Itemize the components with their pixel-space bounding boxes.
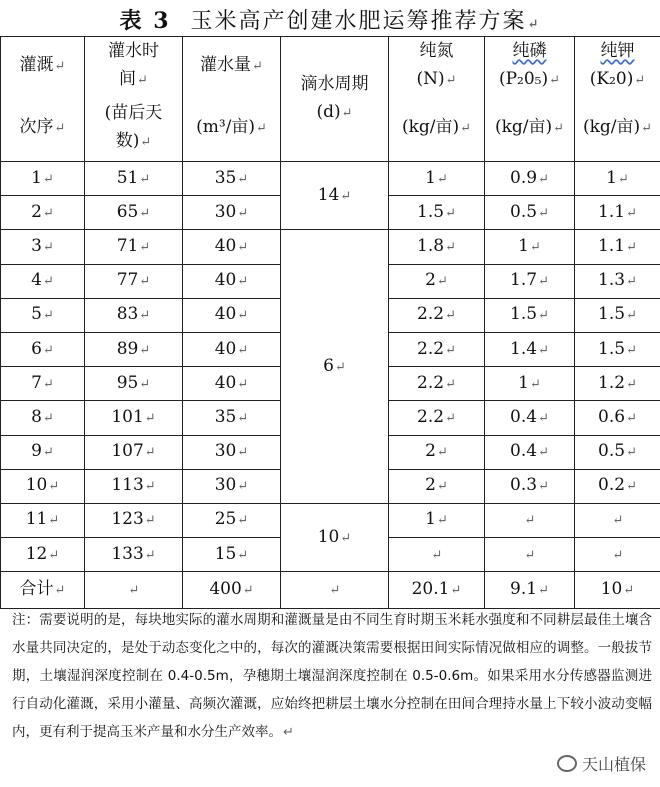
cell-day: 123↵ — [85, 503, 183, 537]
cell-k: ↵ — [575, 503, 660, 537]
cell-water: 35↵ — [183, 401, 281, 435]
watermark — [557, 752, 646, 775]
cell-k: ↵ — [575, 538, 660, 572]
header-k-unit: (kg/亩)↵ — [575, 95, 660, 162]
header-time-unit: (苗后天 数)↵ — [85, 95, 183, 162]
cell-water: 35↵ — [183, 162, 281, 196]
cell-n: 1.8↵ — [389, 230, 485, 264]
header-p-unit: (kg/亩)↵ — [485, 95, 575, 162]
footnote: 注：需要说明的是，每块地实际的灌水周期和灌溉量是由不同生育时期玉米耗水强度和不同耕层最佳土壤含水量共同决定的，是处于动态变化之中的，每次的灌溉决策需要根据田间实际情况做相应的调整。一般拔节期，土壤湿润深度控制在 0.4-0.5m，孕穗期土壤湿润深度控制在 0.5-0.6m。如果采用水分传感器监测进行自动化灌溉，采用小灌量、高频次灌溉，应始终把耕层土壤水分控制在田间合理持水量上下较小波动变幅内，更有利于提高玉米产量和水分生产效率。↵ — [12, 612, 652, 740]
cell-cycle: 14↵ — [281, 162, 389, 230]
cell-p: 0.9↵ — [485, 162, 575, 196]
cell-order: 8↵ — [1, 401, 85, 435]
cell-water: 30↵ — [183, 196, 281, 230]
cell-cycle: 6↵ — [281, 230, 389, 504]
return-mark: ↵ — [527, 17, 541, 32]
total-label: 合计↵ — [1, 572, 85, 609]
cell-day: 133↵ — [85, 538, 183, 572]
cell-day: 51↵ — [85, 162, 183, 196]
cell-k: 0.2↵ — [575, 469, 660, 503]
header-k: 纯钾 (K₂0)↵ — [575, 37, 660, 96]
cell-n: 1.5↵ — [389, 196, 485, 230]
header-order: 次序↵ — [1, 95, 85, 162]
header-amount: 灌水量↵ — [183, 37, 281, 96]
cell-n: 2.2↵ — [389, 367, 485, 401]
cell-k: 1↵ — [575, 162, 660, 196]
cell-order: 3↵ — [1, 230, 85, 264]
table-row — [1, 162, 660, 196]
total-n: 20.1↵ — [389, 572, 485, 609]
cell-order: 10↵ — [1, 469, 85, 503]
cell-p: 1.7↵ — [485, 264, 575, 298]
total-p: 9.1↵ — [485, 572, 575, 609]
cell-p: 1.4↵ — [485, 332, 575, 366]
header-time: 灌水时 间↵ — [85, 37, 183, 96]
cell-k: 1.2↵ — [575, 367, 660, 401]
cell-order: 11↵ — [1, 503, 85, 537]
header-p: 纯磷 (P₂0₅)↵ — [485, 37, 575, 96]
cell-n: 2.2↵ — [389, 298, 485, 332]
cell-order: 5↵ — [1, 298, 85, 332]
cell-order: 1↵ — [1, 162, 85, 196]
total-k: 10↵ — [575, 572, 660, 609]
cell-water: 25↵ — [183, 503, 281, 537]
cell-order: 12↵ — [1, 538, 85, 572]
cell-n: 1↵ — [389, 162, 485, 196]
watermark-text: 天山植保 — [581, 755, 646, 774]
cell-p: 1↵ — [485, 367, 575, 401]
cell-p: 1↵ — [485, 230, 575, 264]
cell-n: ↵ — [389, 538, 485, 572]
cell-water: 30↵ — [183, 435, 281, 469]
fertigation-table — [0, 36, 660, 609]
total-row — [1, 572, 660, 609]
header-cycle: 滴水周期 (d)↵ — [281, 37, 389, 162]
cell-water: 15↵ — [183, 538, 281, 572]
total-cycle: ↵ — [281, 572, 389, 609]
cell-order: 4↵ — [1, 264, 85, 298]
cell-day: 65↵ — [85, 196, 183, 230]
cell-p: 0.3↵ — [485, 469, 575, 503]
cell-water: 30↵ — [183, 469, 281, 503]
cell-day: 95↵ — [85, 367, 183, 401]
table-title-text: 玉米高产创建水肥运筹推荐方案 — [190, 9, 527, 34]
cell-p: ↵ — [485, 503, 575, 537]
cell-k: 1.5↵ — [575, 332, 660, 366]
header-irrigation: 灌溉↵ — [1, 37, 85, 96]
cell-water: 40↵ — [183, 298, 281, 332]
total-day: ↵ — [85, 572, 183, 609]
cell-day: 107↵ — [85, 435, 183, 469]
cell-p: 0.4↵ — [485, 435, 575, 469]
cell-k: 1.1↵ — [575, 230, 660, 264]
cell-p: 0.4↵ — [485, 401, 575, 435]
cell-water: 40↵ — [183, 264, 281, 298]
cell-order: 9↵ — [1, 435, 85, 469]
cell-k: 0.5↵ — [575, 435, 660, 469]
cell-day: 83↵ — [85, 298, 183, 332]
cell-k: 1.1↵ — [575, 196, 660, 230]
table-title — [0, 4, 660, 35]
cell-day: 113↵ — [85, 469, 183, 503]
header-n: 纯氮 (N)↵ — [389, 37, 485, 96]
cell-n: 2↵ — [389, 264, 485, 298]
cell-n: 2.2↵ — [389, 332, 485, 366]
cell-p: 1.5↵ — [485, 298, 575, 332]
cell-day: 71↵ — [85, 230, 183, 264]
header-n-unit: (kg/亩)↵ — [389, 95, 485, 162]
cell-order: 6↵ — [1, 332, 85, 366]
cell-p: 0.5↵ — [485, 196, 575, 230]
cell-water: 40↵ — [183, 332, 281, 366]
cell-cycle: 10↵ — [281, 503, 389, 571]
cell-order: 2↵ — [1, 196, 85, 230]
cell-order: 7↵ — [1, 367, 85, 401]
table-number: 表 3 — [119, 8, 171, 34]
cell-water: 40↵ — [183, 230, 281, 264]
cell-k: 0.6↵ — [575, 401, 660, 435]
cell-day: 77↵ — [85, 264, 183, 298]
cell-k: 1.5↵ — [575, 298, 660, 332]
cell-water: 40↵ — [183, 367, 281, 401]
cell-day: 101↵ — [85, 401, 183, 435]
header-amount-unit: (m³/亩)↵ — [183, 95, 281, 162]
wechat-icon — [557, 755, 577, 772]
table-row — [1, 503, 660, 537]
cell-n: 2↵ — [389, 435, 485, 469]
cell-day: 89↵ — [85, 332, 183, 366]
cell-n: 1↵ — [389, 503, 485, 537]
cell-n: 2.2↵ — [389, 401, 485, 435]
total-water: 400↵ — [183, 572, 281, 609]
cell-p: ↵ — [485, 538, 575, 572]
table-row — [1, 230, 660, 264]
cell-n: 2↵ — [389, 469, 485, 503]
cell-k: 1.3↵ — [575, 264, 660, 298]
